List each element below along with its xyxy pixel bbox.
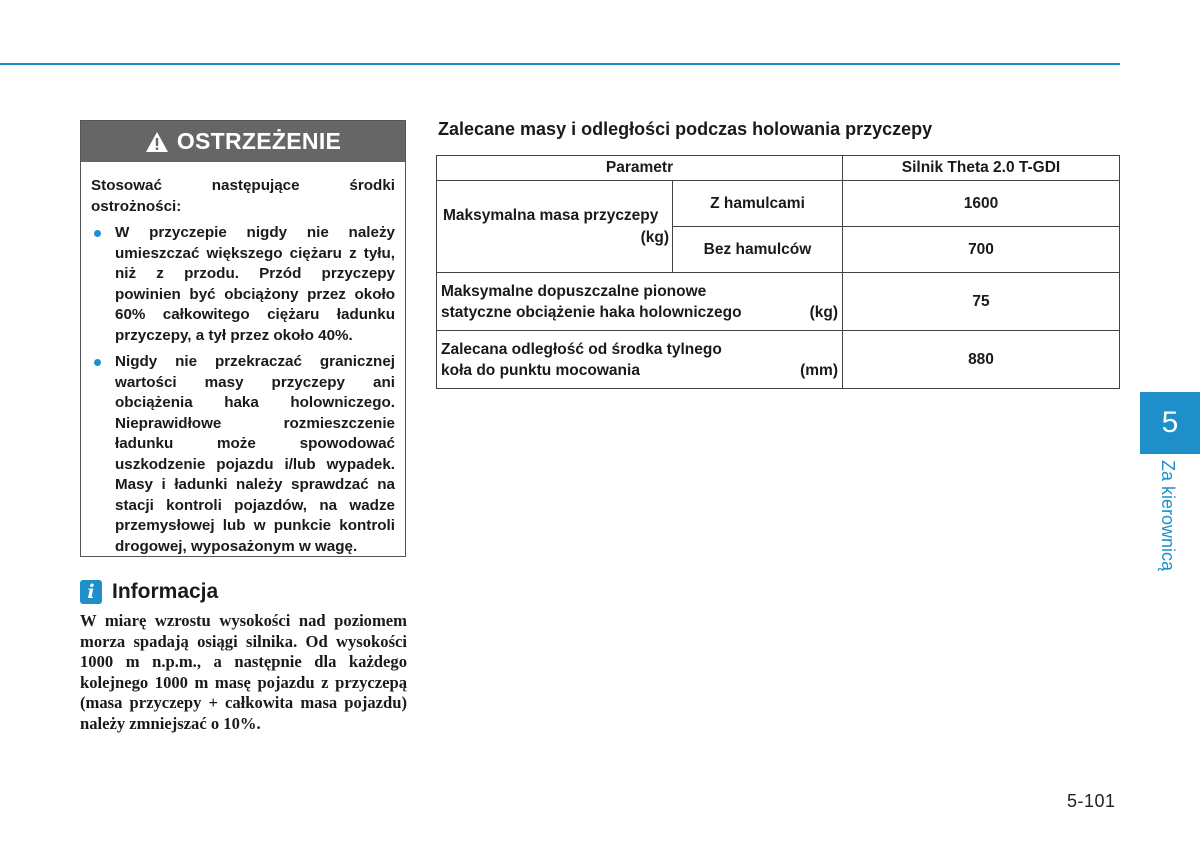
- warning-triangle-icon: [145, 131, 169, 153]
- info-text: W miarę wzrostu wysokości nad poziomem morza spadają osiągi silnika. Od wysokości 1000 m n.p.m., a następnie dla każdego kolejnego 1000 m masę pojazdu z przyczepą (masa przyczepy + całkowita masa pojazdu) należy zmniejszać o 10%.: [80, 611, 407, 733]
- distance-value: 880: [843, 331, 1120, 389]
- table-row: [437, 181, 1120, 227]
- header-engine: Silnik Theta 2.0 T-GDI: [843, 156, 1120, 181]
- info-header: [80, 579, 218, 605]
- with-brakes-value: 1600: [843, 181, 1120, 227]
- bullet-icon: [94, 230, 101, 237]
- table-title: Zalecane masy i odległości podczas holowania przyczepy: [438, 119, 933, 139]
- tongue-load-label-1: Maksymalne dopuszczalne pionowe: [441, 282, 707, 300]
- tongue-load-value: 75: [843, 273, 1120, 331]
- distance-cell: [437, 331, 843, 389]
- warning-item: W przyczepie nigdy nie należy umieszczać większego ciężaru z tyłu, niż z przodu. Przód przyczepy powinien być obciążony przez około 60% całkowitego ciężaru ładunku przyczepy, a tył przez około 40%.: [91, 223, 395, 346]
- warning-intro: Stosować następujące środki ostrożności:: [91, 177, 395, 215]
- tongue-load-label-2: statyczne obciążenie haka holowniczego: [441, 303, 742, 321]
- warning-list: [91, 223, 395, 557]
- header-parameter: Parametr: [437, 156, 843, 181]
- without-brakes-value: 700: [843, 227, 1120, 273]
- info-title: Informacja: [112, 580, 219, 603]
- table-row: [437, 331, 1120, 389]
- distance-label-2: koła do punktu mocowania: [441, 361, 640, 379]
- warning-body: [81, 162, 405, 557]
- without-brakes-label: Bez hamulców: [673, 227, 843, 273]
- warning-header: [81, 121, 405, 162]
- max-trailer-mass-label: Maksymalna masa przyczepy: [443, 206, 659, 224]
- tongue-load-cell: [437, 273, 843, 331]
- table-header-row: [437, 156, 1120, 181]
- info-icon: i: [80, 580, 102, 604]
- distance-unit: (mm): [800, 361, 838, 379]
- warning-item: Nigdy nie przekraczać granicznej wartości masy przyczepy ani obciążenia haka holowniczego. Nieprawidłowe rozmieszczenie ładunku może spowodować uszkodzenie pojazdu i/lub wypadek. Masy i ładunki należy sprawdzać na stacji kontroli pojazdów, na wadze przemysłowej lub w punkcie kontroli drogowej, wyposażonym w wagę.: [91, 352, 395, 557]
- max-trailer-mass-cell: [437, 181, 673, 273]
- bullet-icon: [94, 359, 101, 366]
- chapter-label: Za kierownicą: [1158, 460, 1178, 572]
- chapter-tab[interactable]: 5: [1140, 392, 1200, 454]
- distance-label-1: Zalecana odległość od środka tylnego: [441, 340, 722, 358]
- top-rule: [0, 63, 1120, 65]
- page-number: 5-101: [1067, 791, 1116, 811]
- with-brakes-label: Z hamulcami: [673, 181, 843, 227]
- tongue-load-unit: (kg): [809, 303, 838, 321]
- warning-box: [80, 120, 406, 557]
- towing-spec-table: [436, 155, 1120, 389]
- warning-title: OSTRZEŻENIE: [176, 128, 342, 154]
- table-row: [437, 273, 1120, 331]
- max-trailer-mass-unit: (kg): [640, 228, 669, 246]
